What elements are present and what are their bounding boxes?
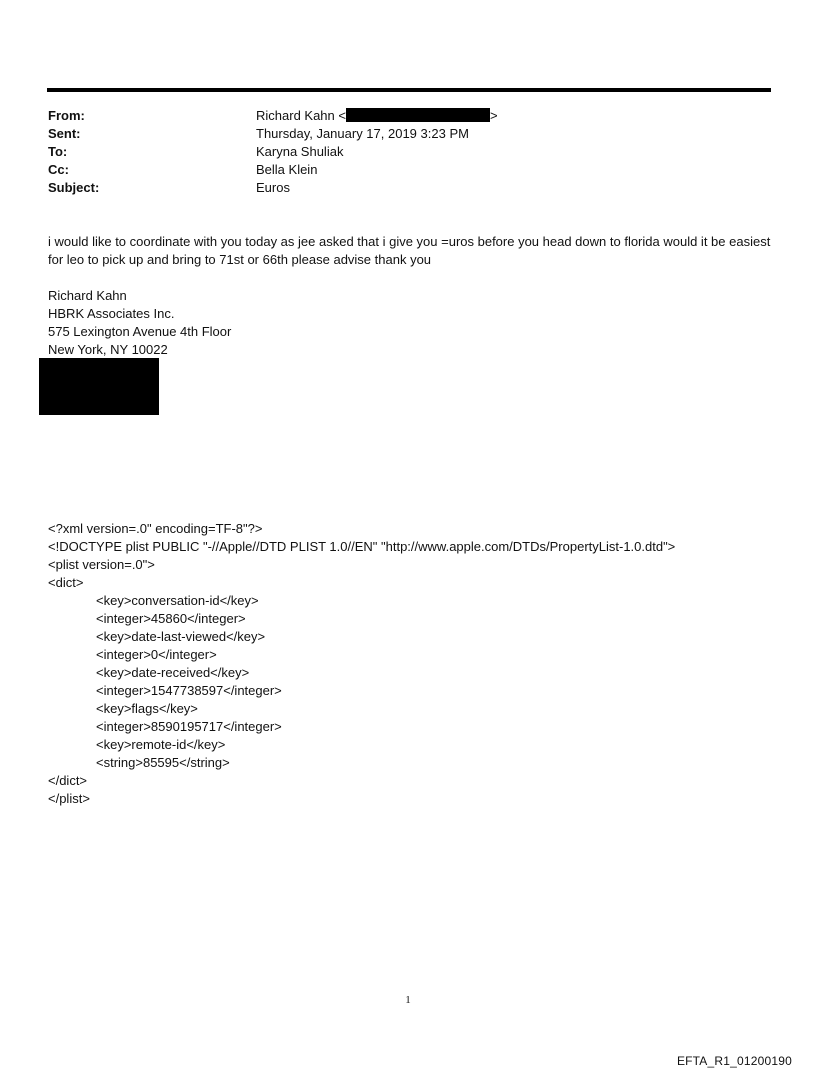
plist-line: <key>date-last-viewed</key> — [96, 629, 266, 644]
signature-redaction — [39, 358, 159, 415]
signature-name: Richard Kahn — [48, 288, 127, 303]
plist-line: <?xml version=.0" encoding=TF-8"?> — [48, 521, 263, 536]
to-label: To: — [48, 144, 68, 159]
message-body: i would like to coordinate with you today as jee asked that i give you =uros before you head down to florida would it be easiest for leo to pick up and bring to 71st or 66th please advise thank you — [48, 234, 771, 267]
page-number: 1 — [405, 994, 411, 1006]
plist-line: <dict> — [48, 575, 84, 590]
subject-value: Euros — [256, 180, 290, 195]
plist-line: <integer>45860</integer> — [96, 611, 246, 626]
plist-line: <integer>0</integer> — [96, 647, 217, 662]
sent-value: Thursday, January 17, 2019 3:23 PM — [256, 126, 469, 141]
sent-label: Sent: — [48, 126, 81, 141]
plist-line: <integer>1547738597</integer> — [96, 683, 282, 698]
to-value: Karyna Shuliak — [256, 144, 344, 159]
from-value — [256, 107, 498, 125]
plist-line: <key>conversation-id</key> — [96, 593, 259, 608]
plist-line: <key>flags</key> — [96, 701, 198, 716]
bates-number: EFTA_R1_01200190 — [676, 1054, 792, 1068]
from-name: Richard Kahn < — [256, 108, 346, 123]
cc-value: Bella Klein — [256, 162, 318, 177]
plist-line: <!DOCTYPE plist PUBLIC "-//Apple//DTD PLIST 1.0//EN" "http://www.apple.com/DTDs/PropertyList-1.0.dtd"> — [48, 539, 676, 554]
from-email-redaction — [346, 108, 490, 122]
plist-line: <string>85595</string> — [96, 755, 230, 770]
from-close: > — [489, 108, 498, 123]
cc-label: Cc: — [48, 162, 69, 177]
plist-line: <key>date-received</key> — [96, 665, 250, 680]
header-rule — [47, 88, 771, 92]
subject-label: Subject: — [48, 180, 100, 195]
plist-line: <plist version=.0"> — [48, 557, 155, 572]
signature-address-1: 575 Lexington Avenue 4th Floor — [48, 324, 232, 339]
plist-line: </plist> — [48, 791, 90, 806]
plist-line: <integer>8590195717</integer> — [96, 719, 282, 734]
plist-line: <key>remote-id</key> — [96, 737, 226, 752]
plist-line: </dict> — [48, 773, 88, 788]
signature-company: HBRK Associates Inc. — [48, 306, 175, 321]
from-label: From: — [48, 108, 85, 123]
signature-address-2: New York, NY 10022 — [48, 342, 168, 357]
